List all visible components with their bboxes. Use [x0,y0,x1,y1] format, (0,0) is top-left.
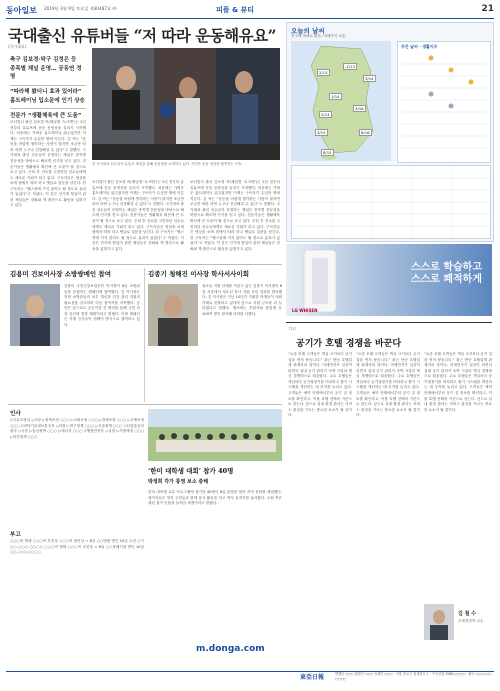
ad-copy-line-1: 스스로 학습하고 [410,262,482,273]
newspaper-logo: 동아일보 [6,5,37,15]
subhead-1: 축구 김보경·탁구 김정은 등 [10,57,77,63]
weather-detail-grid [292,166,490,238]
section-divider [8,264,282,265]
story-2-headline: 김종기 청해진 이사장 학사서사이회 [148,270,249,278]
weather-summary: 전국에 대체로 맑음. 미세먼지 보통. [291,34,347,38]
section-divider-2 [8,404,282,405]
temp-gangneung: 3/14 [365,76,374,81]
column-body-2: “요즘 호텔 고객들은 객실 크기보다 공기 질을 먼저 묻습니다.” 최근 만난 호텔업계 관계자의 말이다. 미세먼지가 일상이 되면서 실내 공기 관리가 숙박 시설의 핵심 경쟁력으로 떠올랐다. 주요 호텔들은 객실마다 공기청정기를 비치하고 환기 시스템을 개선하는 데 투자를 늘리고 있다. 고객들은 예약 단계에서부터 공기 질 정보를 확인하고, 이를 호텔 선택의 기준으로 삼는다. 앞으로 실내 환경 관리는 서비스 품질을 가르는 중요한 요소가 될 것이다. [356,352,420,418]
temp-daejeon: 1/14 [331,94,340,99]
forecast-table-title: 주간 날씨 · 생활지수 [401,44,438,49]
section-title: 피플 & 뷰티 [216,6,255,14]
volunteer-body: 한미 대학생 교류 프로그램에 참가한 40명이 8일 통영을 찾아 지역 문화를 체험했다. 참가자들은 현지 주민들과 함께 봉사 활동을 하고 역사 유적지를 둘러봤다. 주최 측은 매년 참가 인원을 늘려갈 예정이라고 밝혔다. [148,490,282,506]
story-2-photo [148,284,198,346]
temp-daegu: 3/16 [355,106,364,111]
column-divider [144,268,145,402]
donga-url[interactable]: m.donga.com [196,644,265,654]
temp-gwangju: 3/15 [317,130,326,135]
column-headline: 공기가 호텔 경쟁을 바꾼다 [296,339,402,349]
insa-body: ▽국무조정실 ◇국장 ▷정책조정 ○○○ ▷사회조정 ○○○ ▷경제조정 ○○○ ▷규제조정 ○○○ ▽과학기술정보통신부 ◇과장 ▷연구정책 ○○○ ▷기술정책 ○○○ ▽산업통상자원부 ◇국장 ▷통상정책 ○○○ ▷에너지 ○○○ ▽행정안전부 ◇실장 ▷지방재정 ○○○ ▷안전정책 ○○○ [10,418,144,439]
gym-photo-illustration [92,48,280,160]
temp-jeonju: 2/14 [321,112,330,117]
weather-title: 오늘의 날씨 [291,27,325,35]
story-1-photo [10,284,60,346]
weather-map [291,41,391,161]
weather-panel [286,22,494,242]
lead-body-col1: 보디빌더 출신 김보경 씨(채널명 ‘토크맨’)는 2년 전부터 유튜브에 운동 동영상을 올리기 시작했다. 처음에는 가벼운 홈트레이닝 위주였지만 이제는 구독자가 수십만 명에 이른다. 김 씨는 “운동을 어렵게 생각하는 사람이 많지만 조금만 따라 하면 누구나 건강해질 수 있다”고 말했다. 국가대표 출신 선수들이 운영하는 채널은 종목별 전문성을 바탕으로 빠르게 인기를 얻고 있다. 전문가들은 생활체육 확산에 큰 도움이 될 것으로 보고 있다. 은퇴 후 진로를 고민하던 선수들에게도 새로운 기회가 되고 있다. 구독자들은 영상을 보며 집에서 따라 하고 댓글로 질문을 남긴다. 한 구독자는 “헬스장에 가지 않아도 될 정도로 효과가 있었다”고 적었다. 이 같은 인기에 힘입어 관련 채널들은 강좌와 책 출간으로 활동을 넓혀가고 있다. [10,120,86,208]
group-photo-illustration [148,409,282,461]
lead-photo [92,48,280,160]
bugo-title: 부고 [10,532,21,538]
masthead [6,4,494,19]
footer-info: 발행인 ○○○ 편집인 ○○○ 인쇄인 ○○○ · 서울 종로구 청계천로 1 · 구독신청 1588-○○○○ · 광고 ○○-○○○-○○○○ [335,672,492,681]
author-title: 호텔경영학 교수 [458,619,484,623]
temp-chuncheon: -2/13 [345,64,355,69]
column-body-3: “요즘 호텔 고객들은 객실 크기보다 공기 질을 먼저 묻습니다.” 최근 만난 호텔업계 관계자의 말이다. 미세먼지가 일상이 되면서 실내 공기 관리가 숙박 시설의 핵심 경쟁력으로 떠올랐다. 주요 호텔들은 객실마다 공기청정기를 비치하고 환기 시스템을 개선하는 데 투자를 늘리고 있다. 고객들은 예약 단계에서부터 공기 질 정보를 확인하고, 이를 호텔 선택의 기준으로 삼는다. 앞으로 실내 환경 관리는 서비스 품질을 가르는 중요한 요소가 될 것이다. [424,352,492,412]
story-1-body: 김용미 국민건강보험공단 이사장이 8일 소방관들을 응원하는 캠페인에 참여했다. 김 이사장은 현장 소방관들의 처우 개선과 건강 관리 지원의 필요성을 강조하며 다음 참여자를 지목했다. 공단은 앞으로도 공공기관 간 협력을 통해 국민 건강 증진에 힘쓸 계획이라고 밝혔다. 이번 캠페인은 각계 인사들이 릴레이 방식으로 참여하고 있다. [64,284,140,327]
temp-busan: 6/16 [361,130,370,135]
ad-copy [411,262,482,286]
lead-subheads [10,56,86,120]
portrait-illustration [10,284,60,346]
lead-headline: 국대출신 유튜버들 “저 따라 운동해유요” [8,26,276,45]
lead-body-col3: 보디빌더 출신 김보경 씨(채널명 ‘토크맨’)는 2년 전부터 유튜브에 운동 동영상을 올리기 시작했다. 처음에는 가벼운 홈트레이닝 위주였지만 이제는 구독자가 수십만 명에 이른다. 김 씨는 “운동을 어렵게 생각하는 사람이 많지만 조금만 따라 하면 누구나 건강해질 수 있다”고 말했다. 국가대표 출신 선수들이 운영하는 채널은 종목별 전문성을 바탕으로 빠르게 인기를 얻고 있다. 전문가들은 생활체육 확산에 큰 도움이 될 것으로 보고 있다. 은퇴 후 진로를 고민하던 선수들에게도 새로운 기회가 되고 있다. 구독자들은 영상을 보며 집에서 따라 하고 댓글로 질문을 남긴다. 한 구독자는 “헬스장에 가지 않아도 될 정도로 효과가 있었다”고 적었다. 이 같은 인기에 힘입어 관련 채널들은 강좌와 책 출간으로 활동을 넓혀가고 있다. [190,180,280,251]
subhead-5: 전문가 “생활체육에 큰 도움” [10,112,82,119]
ad-copy-line-2: 스스로 쾌적하게 [410,274,482,285]
subhead-3: “따라해 봤더니 효과 있어라” [10,89,82,96]
column-top-rule [286,322,492,323]
weather-detail-table [291,165,491,239]
bugo-body: ○○○씨 별세 ○○○씨 부친상 ○○○씨 장인상 = 8일 ○○병원 발인 10일 오전 ○시 ○○-○○○-○○○○ ○○○씨 별세 ○○○씨 모친상 = 8일 ○○장례식장 발인 10일 ○○-○○○-○○○○ [10,539,144,555]
page-number: 21 [481,4,494,14]
story-2-body: 청소년 지원 단체를 이끌고 있는 김종기 이사장이 8일 서울에서 청소년 학사 지원 사업 성과를 발표했다. 김 이사장은 지난 10년간 지원한 학생들이 사회 각계로 진출하고 있다며 앞으로 지원 규모를 더 늘리겠다고 말했다. 행사에는 후원자와 졸업생 등 100여 명이 참석해 의미를 더했다. [202,284,282,316]
volunteer-headline: ‘한미 대학생 대회’ 참가 40명 [148,467,234,475]
advertisement[interactable] [286,244,492,316]
story-1-headline: 김용미 건보이사장 소방쌍메인 참여 [10,270,111,278]
column-body-1: “요즘 호텔 고객들은 객실 크기보다 공기 질을 먼저 묻습니다.” 최근 만난 호텔업계 관계자의 말이다. 미세먼지가 일상이 되면서 실내 공기 관리가 숙박 시설의 핵심 경쟁력으로 떠올랐다. 주요 호텔들은 객실마다 공기청정기를 비치하고 환기 시스템을 개선하는 데 투자를 늘리고 있다. 고객들은 예약 단계에서부터 공기 질 정보를 확인하고, 이를 호텔 선택의 기준으로 삼는다. 앞으로 실내 환경 관리는 서비스 품질을 가르는 중요한 요소가 될 것이다. [288,352,352,418]
subhead-4: 홈트레이닝 입소문에 인기 상승 [10,97,85,104]
footer-logo: 東亞日報 [300,674,325,681]
author-photo [424,604,454,640]
photo-caption: 전 국가대표 선수들이 유튜브 채널을 통해 운동법을 소개하고 있다. 사진은 운동 영상을 촬영하는 모습. [92,162,243,166]
volunteer-subhead: 박정희 각가 통영 보소 중해 [148,479,209,485]
korea-map-icon [291,41,391,161]
column-kicker: 기고 [288,326,297,331]
forecast-grid [401,52,487,158]
lead-body-col2: 보디빌더 출신 김보경 씨(채널명 ‘토크맨’)는 2년 전부터 유튜브에 운동 동영상을 올리기 시작했다. 처음에는 가벼운 홈트레이닝 위주였지만 이제는 구독자가 수십만 명에 이른다. 김 씨는 “운동을 어렵게 생각하는 사람이 많지만 조금만 따라 하면 누구나 건강해질 수 있다”고 말했다. 국가대표 출신 선수들이 운영하는 채널은 종목별 전문성을 바탕으로 빠르게 인기를 얻고 있다. 전문가들은 생활체육 확산에 큰 도움이 될 것으로 보고 있다. 은퇴 후 진로를 고민하던 선수들에게도 새로운 기회가 되고 있다. 구독자들은 영상을 보며 집에서 따라 하고 댓글로 질문을 남긴다. 한 구독자는 “헬스장에 가지 않아도 될 정도로 효과가 있었다”고 적었다. 이 같은 인기에 힘입어 관련 채널들은 강좌와 책 출간으로 활동을 넓혀가고 있다. [92,180,184,251]
subhead-divider-2 [10,108,86,109]
ad-brand-logo: LG WHISEN [292,308,318,313]
temp-jeju: 8/15 [323,150,332,155]
subhead-divider [10,85,86,86]
insa-title: 인사 [10,411,21,417]
portrait-illustration-2 [148,284,198,346]
lead-byline: (국가대표) [8,44,27,49]
group-photo [148,409,282,461]
weekly-forecast-table [397,41,491,163]
author-name: 김 철 수 [458,611,476,617]
author-portrait [424,604,454,640]
temp-seoul: 2/13 [319,70,328,75]
subhead-2: 종목별 채널 운영… 공동연 정명 [10,65,82,81]
dateline: 2019년 3월 9일 토요일 제30487호 ㈜ [44,6,117,11]
